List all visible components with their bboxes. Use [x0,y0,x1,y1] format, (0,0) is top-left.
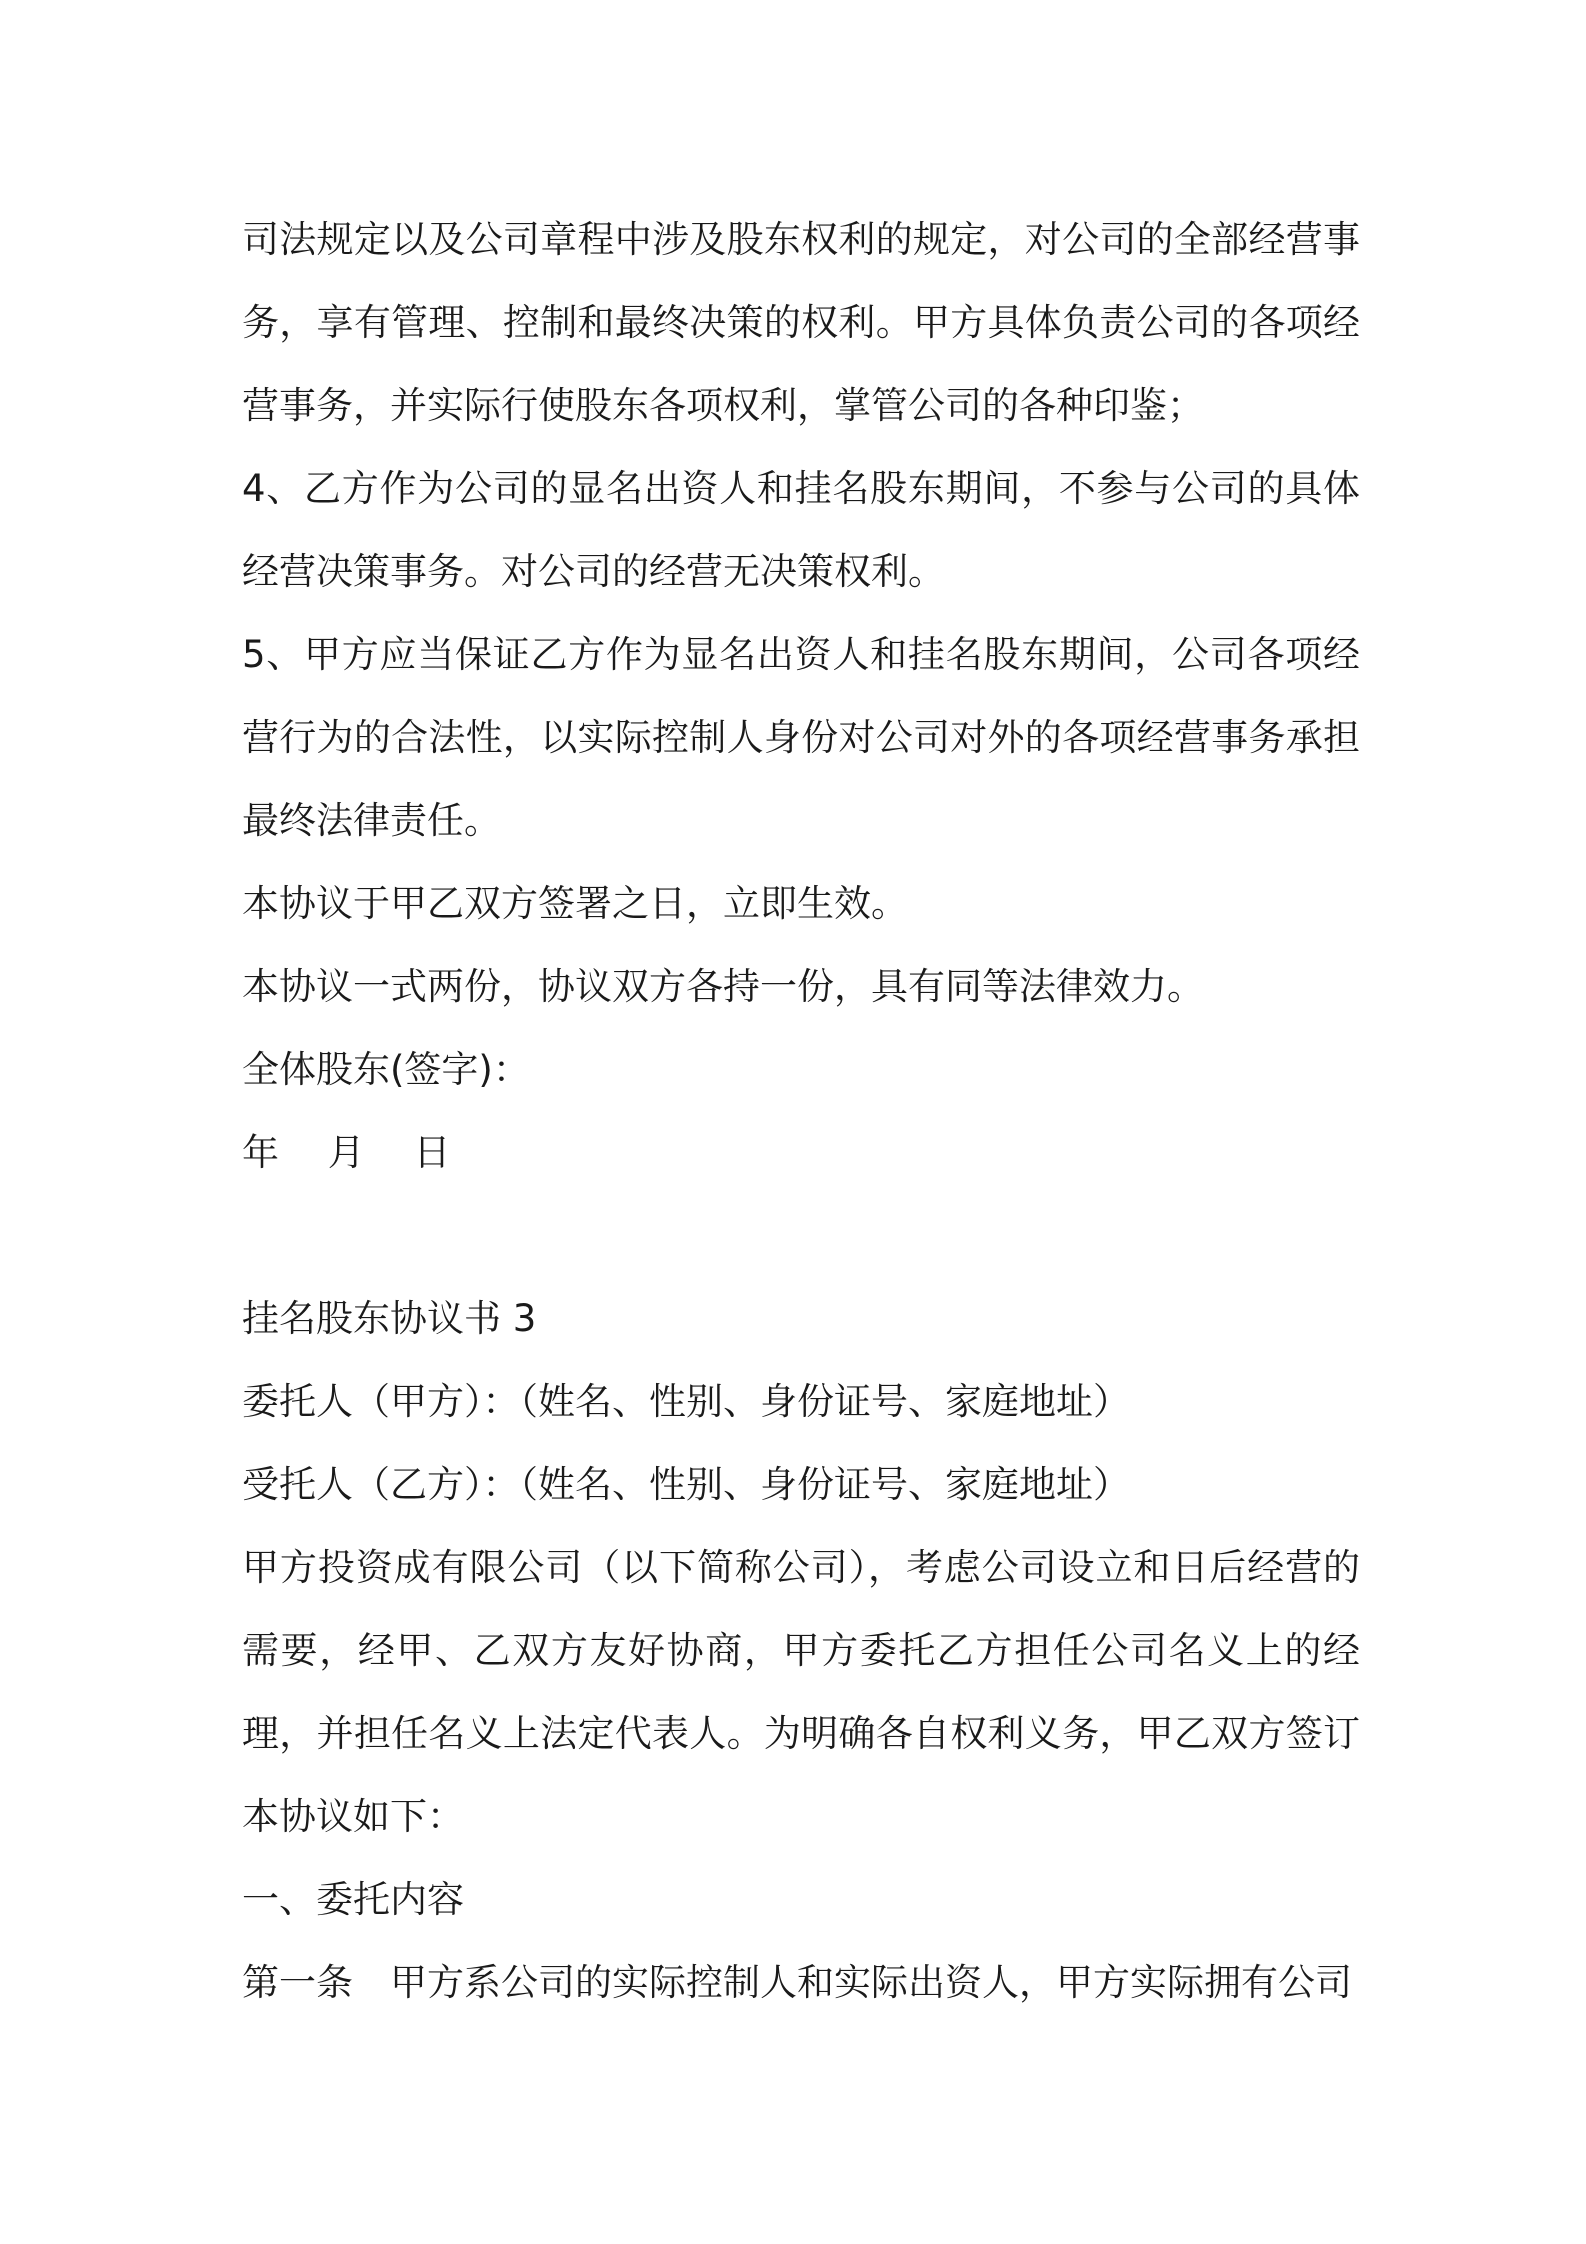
paragraph-shareholder-rights: 司法规定以及公司章程中涉及股东权利的规定，对公司的全部经营事务，享有管理、控制和最终决策的权利。甲方具体负责公司的各项经营事务，并实际行使股东各项权利，掌管公司的各种印鉴； [242,218,1360,427]
paragraph-principal: 委托人（甲方）：（姓名、性别、身份证号、家庭地址） [242,1380,1130,1423]
paragraph-article-1: 第一条 甲方系公司的实际控制人和实际出资人，甲方实际拥有公司 [242,1961,1352,2004]
paragraph-preamble: 甲方投资成有限公司（以下简称公司），考虑公司设立和日后经营的需要，经甲、乙双方友好协商，甲方委托乙方担任公司名义上的经理，并担任名义上法定代表人。为明确各自权利义务，甲乙双方签订本协议如下： [242,1546,1360,1838]
section-title: 挂名股东协议书 3 [242,1297,537,1340]
paragraph-effective: 本协议于甲乙双方签署之日，立即生效。 [242,882,908,925]
date-line: 年 月 日 [242,1131,451,1174]
paragraph-agent: 受托人（乙方）：（姓名、性别、身份证号、家庭地址） [242,1463,1130,1506]
heading-entrust-content: 一、委托内容 [242,1878,464,1921]
document-body [242,198,1360,2024]
paragraph-clause-4: 4、乙方作为公司的显名出资人和挂名股东期间，不参与公司的具体经营决策事务。对公司的经营无决策权利。 [242,467,1360,593]
section-spacer [242,1194,1360,1277]
signature-line: 全体股东(签字)： [242,1048,530,1091]
paragraph-copies: 本协议一式两份，协议双方各持一份，具有同等法律效力。 [242,965,1204,1008]
paragraph-clause-5: 5、甲方应当保证乙方作为显名出资人和挂名股东期间，公司各项经营行为的合法性，以实际控制人身份对公司对外的各项经营事务承担最终法律责任。 [242,633,1360,842]
